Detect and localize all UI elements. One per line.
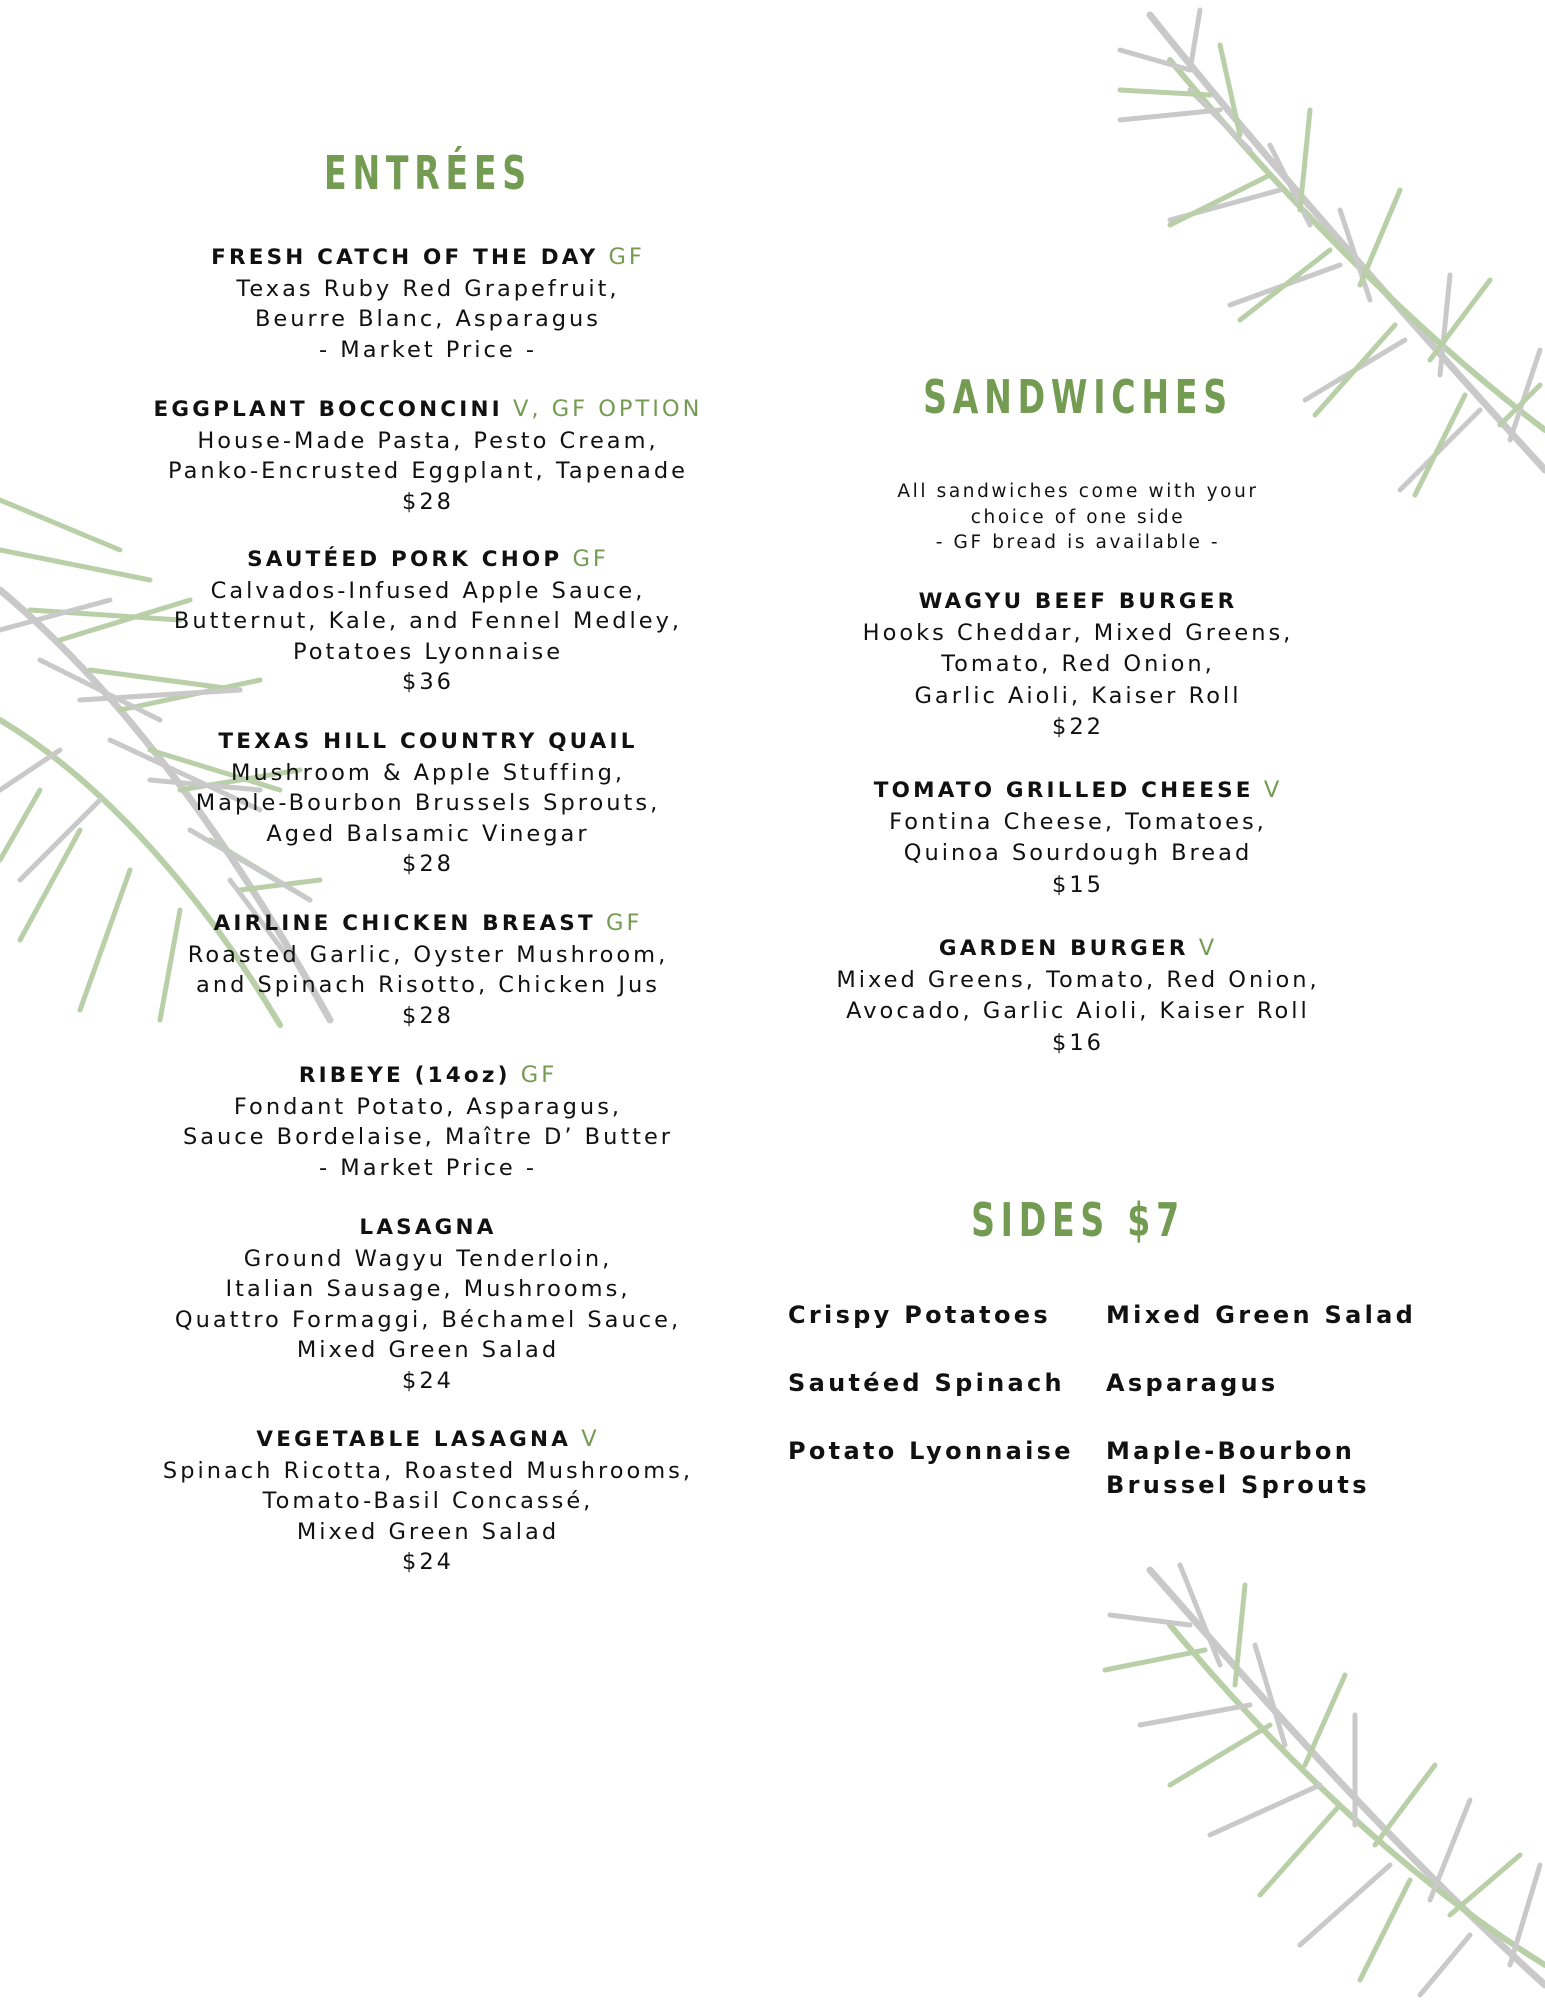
sandwiches-heading: SANDWICHES: [923, 370, 1233, 424]
sandwiches-note: [778, 479, 1378, 556]
menu-item: [778, 933, 1378, 1059]
item-price: $36: [402, 669, 454, 695]
item-description: Tomato, Red Onion,: [941, 651, 1215, 677]
diet-tag: V: [1198, 935, 1218, 961]
item-name: GARDEN BURGER: [938, 936, 1189, 961]
item-name: LASAGNA: [359, 1215, 497, 1240]
note-line: All sandwiches come with your: [897, 481, 1259, 502]
item-price: $28: [402, 488, 454, 515]
diet-tag: V: [1263, 777, 1283, 803]
note-line: - GF bread is available -: [935, 532, 1221, 553]
item-name: FRESH CATCH OF THE DAY: [211, 245, 599, 270]
item-description: Sauce Bordelaise, Maître D’ Butter: [182, 1124, 674, 1150]
item-price: $15: [1052, 871, 1104, 898]
sides-heading: SIDES $7: [971, 1193, 1185, 1247]
item-name: SAUTÉED PORK CHOP: [247, 547, 563, 572]
side-item: Asparagus: [1106, 1369, 1279, 1397]
item-description: Garlic Aioli, Kaiser Roll: [914, 682, 1242, 709]
item-description: Potatoes Lyonnaise: [292, 638, 564, 665]
item-price: $28: [402, 1002, 454, 1029]
item-description: Beurre Blanc, Asparagus: [254, 306, 602, 332]
side-item: Crispy Potatoes: [788, 1301, 1051, 1329]
diet-tag: GF: [608, 244, 645, 270]
item-price: $16: [1052, 1029, 1104, 1056]
diet-tag: GF: [572, 546, 609, 572]
item-description: Spinach Ricotta, Roasted Mushrooms,: [162, 1457, 694, 1484]
diet-tag: V, GF OPTION: [513, 396, 703, 422]
menu-item: [778, 586, 1378, 744]
item-description: Tomato-Basil Concassé,: [262, 1488, 594, 1514]
item-description: Fontina Cheese, Tomatoes,: [889, 808, 1267, 835]
diet-tag: V: [581, 1426, 600, 1452]
item-description: Aged Balsamic Vinegar: [266, 820, 590, 847]
item-name: AIRLINE CHICKEN BREAST: [213, 911, 596, 936]
side-item: Potato Lyonnaise: [788, 1437, 1074, 1465]
item-description: Italian Sausage, Mushrooms,: [225, 1276, 631, 1302]
item-description: and Spinach Risotto, Chicken Jus: [196, 972, 660, 998]
item-description: Butternut, Kale, and Fennel Medley,: [173, 608, 683, 634]
side-item: Mixed Green Salad: [1106, 1301, 1417, 1329]
menu-item: [90, 242, 766, 365]
item-description: Calvados-Infused Apple Sauce,: [210, 577, 646, 604]
entrees-heading: ENTRÉES: [324, 146, 532, 200]
item-price: $28: [402, 851, 454, 877]
item-price: - Market Price -: [319, 1154, 537, 1181]
item-description: Quinoa Sourdough Bread: [903, 840, 1253, 866]
item-description: Quattro Formaggi, Béchamel Sauce,: [174, 1306, 682, 1333]
menu-item: [90, 726, 766, 880]
item-description: Mixed Green Salad: [296, 1337, 560, 1363]
item-description: Mixed Greens, Tomato, Red Onion,: [836, 966, 1320, 993]
item-price: - Market Price -: [319, 336, 537, 363]
item-price: $24: [402, 1549, 454, 1575]
item-description: Mushroom & Apple Stuffing,: [230, 759, 626, 786]
side-item: Sautéed Spinach: [788, 1369, 1065, 1397]
item-description: Mixed Green Salad: [296, 1518, 560, 1545]
item-description: Roasted Garlic, Oyster Mushroom,: [187, 941, 669, 968]
item-name: RIBEYE (14oz): [298, 1063, 511, 1088]
item-name: EGGPLANT BOCCONCINI: [153, 397, 503, 422]
rosemary-sprig-top-right: [1010, 0, 1545, 520]
item-name: TEXAS HILL COUNTRY QUAIL: [218, 729, 638, 754]
item-description: Maple-Bourbon Brussels Sprouts,: [195, 790, 661, 816]
menu-item: [90, 908, 766, 1031]
item-description: Fondant Potato, Asparagus,: [233, 1093, 623, 1120]
item-description: Hooks Cheddar, Mixed Greens,: [862, 619, 1294, 646]
item-name: VEGETABLE LASAGNA: [256, 1427, 572, 1452]
item-description: Avocado, Garlic Aioli, Kaiser Roll: [846, 998, 1310, 1024]
item-name: TOMATO GRILLED CHEESE: [873, 778, 1254, 803]
menu-item: [90, 394, 766, 517]
note-line: choice of one side: [970, 506, 1186, 528]
menu-item: [90, 1060, 766, 1183]
item-price: $22: [1052, 714, 1104, 740]
menu-item: [90, 544, 766, 698]
diet-tag: GF: [606, 910, 643, 936]
item-name: WAGYU BEEF BURGER: [918, 589, 1238, 614]
item-description: Ground Wagyu Tenderloin,: [243, 1245, 613, 1272]
item-description: Panko-Encrusted Eggplant, Tapenade: [168, 458, 688, 484]
diet-tag: GF: [520, 1062, 558, 1088]
menu-item: [778, 775, 1378, 901]
item-price: $24: [402, 1367, 454, 1394]
item-description: House-Made Pasta, Pesto Cream,: [197, 427, 659, 454]
menu-item: [90, 1424, 766, 1578]
item-description: Texas Ruby Red Grapefruit,: [236, 275, 620, 302]
side-item: Maple-Bourbon Brussel Sprouts: [1106, 1437, 1370, 1499]
rosemary-sprig-bottom-right: [1010, 1555, 1545, 2000]
menu-item: [90, 1212, 766, 1396]
